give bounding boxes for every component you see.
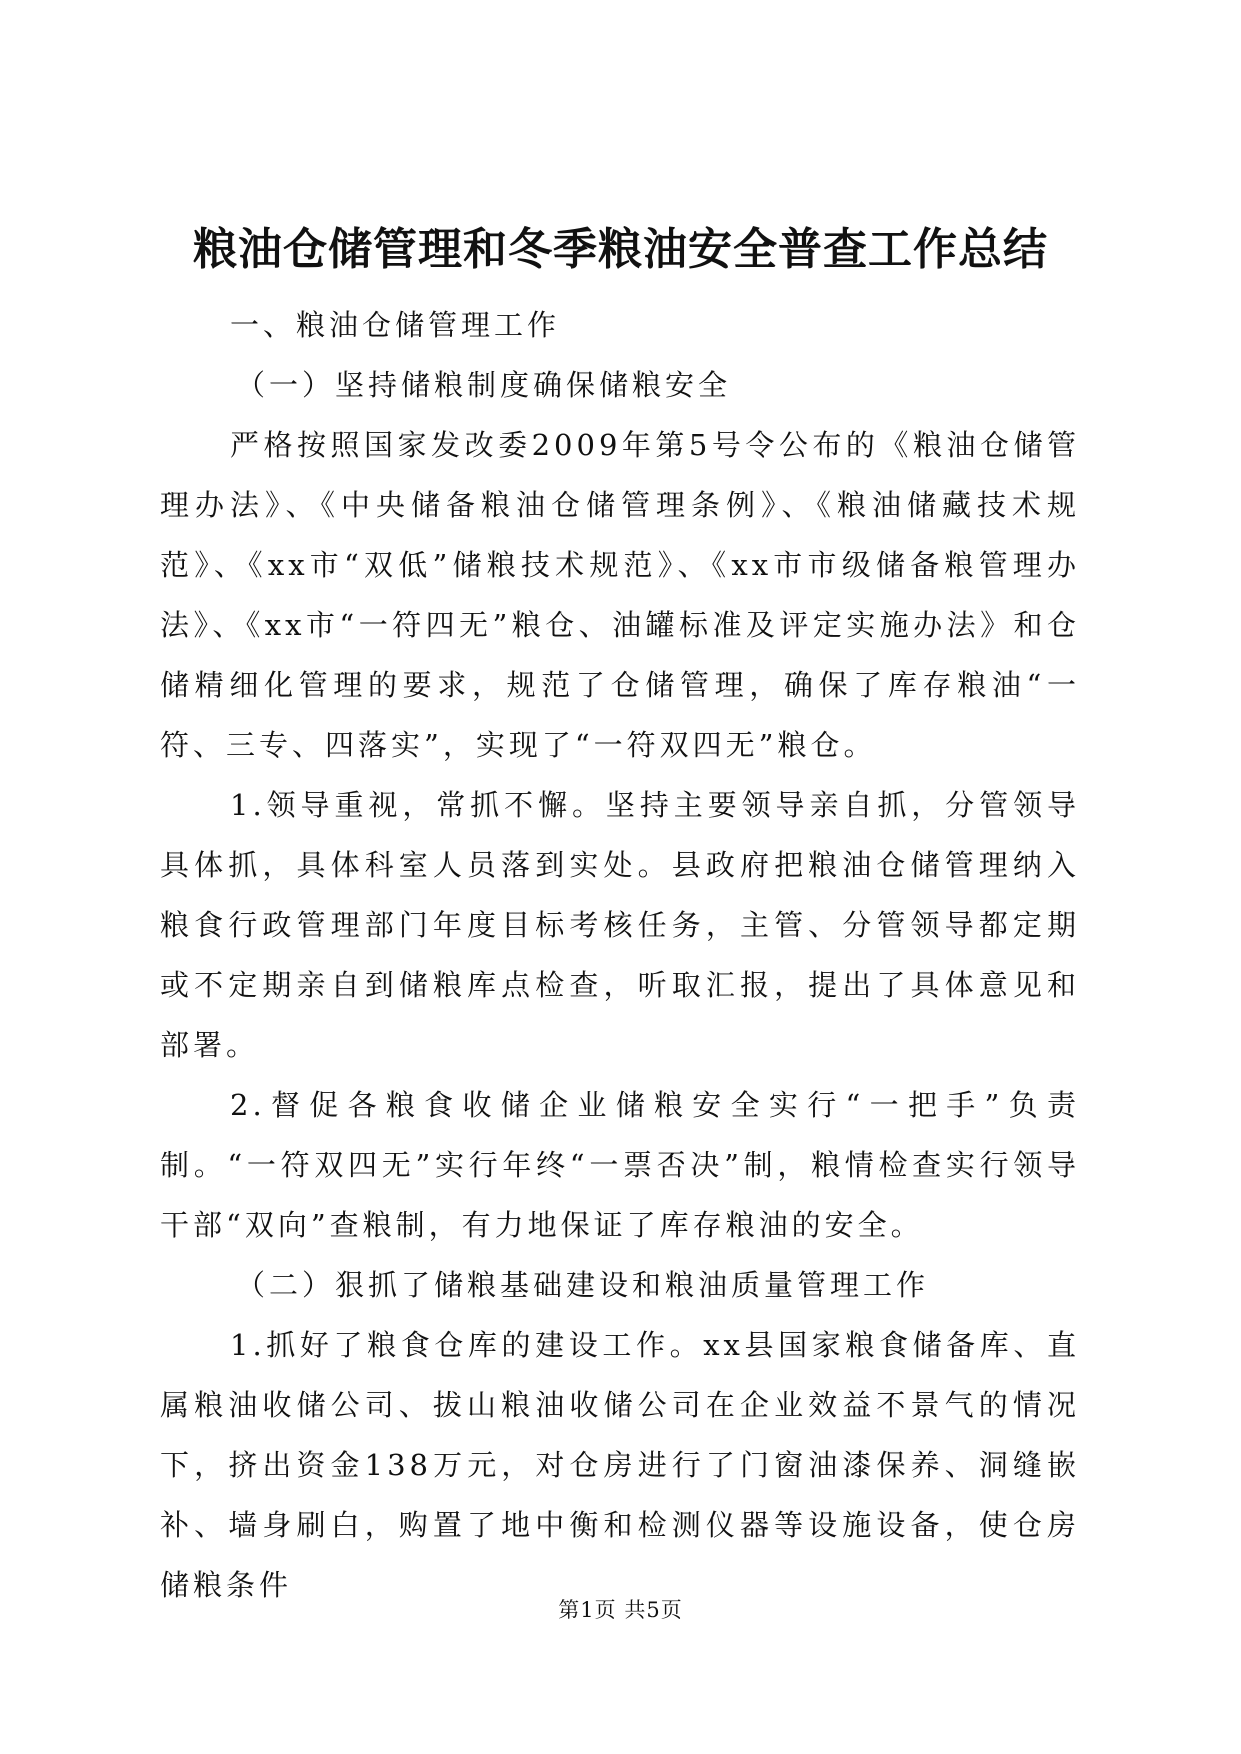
subsection-heading: （二）狠抓了储粮基础建设和粮油质量管理工作: [236, 1268, 930, 1302]
body-paragraph: 1.抓好了粮食仓库的建设工作。xx县国家粮食储备库、直属粮油收储公司、拔山粮油收储公司在企业效益不景气的情况下，挤出资金138万元，对仓房进行了门窗油漆保养、洞缝嵌补、墙身刷白，购置了地中衡和检测仪器等设施设备，使仓房储粮条件: [160, 1328, 1080, 1602]
document-title: 粮油仓储管理和冬季粮油安全普查工作总结: [193, 224, 1048, 275]
body-paragraph: 2.督促各粮食收储企业储粮安全实行“一把手”负责制。“一符双四无”实行年终“一票否决”制，粮情检查实行领导干部“双向”查粮制，有力地保证了库存粮油的安全。: [160, 1088, 1080, 1242]
body-paragraph: 1.领导重视，常抓不懈。坚持主要领导亲自抓，分管领导具体抓，具体科室人员落到实处。县政府把粮油仓储管理纳入粮食行政管理部门年度目标考核任务，主管、分管领导都定期或不定期亲自到储粮库点检查，听取汇报，提出了具体意见和部署。: [160, 788, 1080, 1062]
subsection-heading: （一）坚持储粮制度确保储粮安全: [236, 368, 732, 402]
section-heading: 一、粮油仓储管理工作: [230, 308, 561, 342]
document-body: [160, 295, 1080, 1615]
body-paragraph: 严格按照国家发改委2009年第5号令公布的《粮油仓储管理办法》、《中央储备粮油仓储管理条例》、《粮油储藏技术规范》、《xx市“双低”储粮技术规范》、《xx市市级储备粮管理办法》、《xx市“一符四无”粮仓、油罐标准及评定实施办法》和仓储精细化管理的要求，规范了仓储管理，确保了库存粮油“一符、三专、四落实”，实现了“一符双四无”粮仓。: [160, 428, 1080, 762]
page-number-footer: 第1页 共5页: [558, 1598, 683, 1622]
